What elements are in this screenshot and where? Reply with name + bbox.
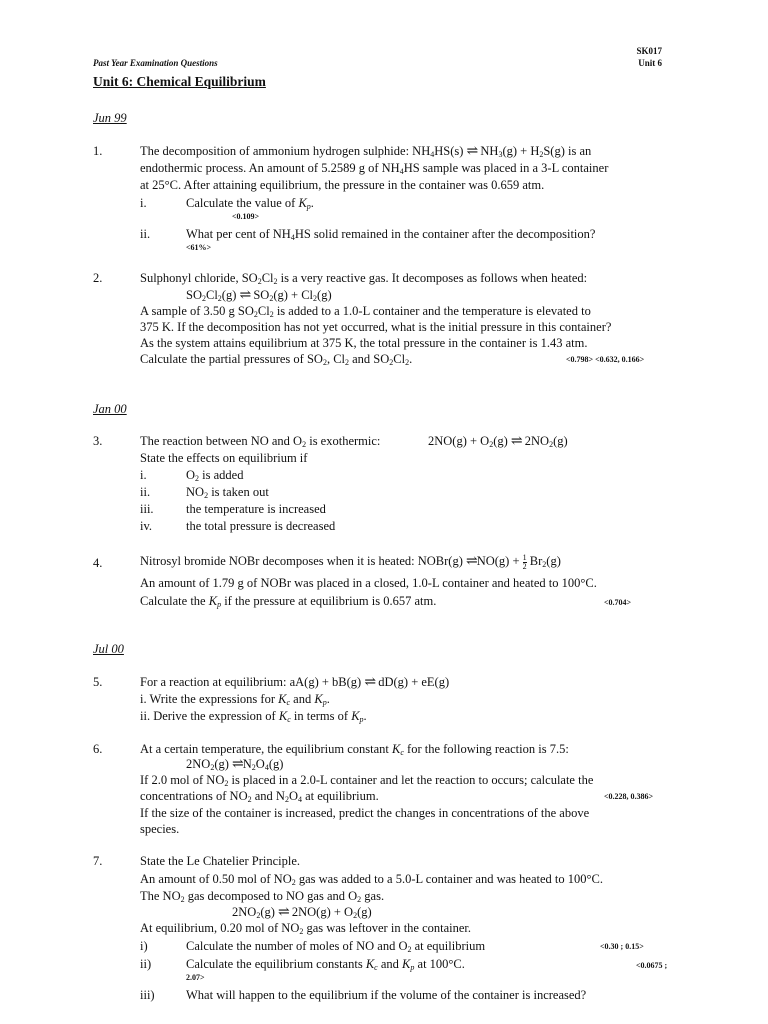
question-7-line-2: An amount of 0.50 mol of $NO_2$ gas was added to a 5.0-L container and was heated to 100°C. xyxy=(140,872,603,887)
sub-item-number: ii. xyxy=(140,485,151,499)
sub-item-number: ii. xyxy=(140,227,151,241)
question-number: 6. xyxy=(93,742,103,756)
question-2-line-4: 375 K. If the decomposition has not yet occurred, what is the initial pressure in this container? xyxy=(140,320,612,334)
question-5-sub-ii: ii. Derive the expression of $K_c$ in terms of $K_p$. xyxy=(140,709,367,724)
question-7-line-3: The $NO_2$ gas decomposed to NO gas and $O_2$ gas. xyxy=(140,889,385,904)
question-number: 7. xyxy=(93,854,103,868)
question-4-line-1: Nitrosyl bromide NOBr decomposes when it is heated: NOBr(g) ⇌NO(g) + $\frac{1}{2}$ $Br_2(g)$ xyxy=(140,552,561,571)
question-7-sub-iii: What will happen to the equilibrium if the volume of the container is increased? xyxy=(186,988,587,1002)
answer-hint: <0.228, 0.386> xyxy=(604,792,654,801)
question-4-line-2: An amount of 1.79 g of NOBr was placed in a closed, 1.0-L container and heated to 100°C. xyxy=(140,576,597,590)
question-3-item: $NO_2$ is taken out xyxy=(186,485,269,500)
question-3-equation: $2NO(g) + O_2(g)$ ⇌ $2NO_2(g)$ xyxy=(428,434,568,449)
question-3-line-1: The reaction between NO and $O_2$ is exothermic: xyxy=(140,434,381,449)
sub-item-number: i. xyxy=(140,196,147,210)
question-7-line-5: At equilibrium, 0.20 mol of $NO_2$ gas was leftover in the container. xyxy=(140,921,472,936)
question-7-sub-ii: Calculate the equilibrium constants $K_c$ and $K_p$ at 100°C. xyxy=(186,957,465,972)
answer-hint: <0.30 ; 0.15> xyxy=(600,942,644,951)
unit-short: Unit 6 xyxy=(638,58,662,68)
question-number: 4. xyxy=(93,556,103,570)
question-number: 1. xyxy=(93,144,103,158)
question-6-line-5: If the size of the container is increased, predict the changes in concentrations of the above xyxy=(140,806,590,820)
question-1-sub-i: Calculate the value of $K_p$. xyxy=(186,196,314,211)
question-number: 2. xyxy=(93,271,103,285)
question-1-sub-ii: What per cent of $NH_4HS$ solid remained in the container after the decomposition? xyxy=(186,227,596,242)
question-3-line-2: State the effects on equilibrium if xyxy=(140,451,308,465)
question-3-item: the temperature is increased xyxy=(186,502,326,516)
equilibrium-arrow-icon: ⇌ xyxy=(239,288,251,303)
question-2-equation: $SO_2Cl_2(g)$ ⇌ $SO_2(g) + Cl_2(g)$ xyxy=(186,288,332,303)
section-jul-00: Jul 00 xyxy=(93,642,124,656)
question-1-line-2: endothermic process. An amount of 5.2589 g of $NH_4HS$ sample was placed in a 3-L container xyxy=(140,161,609,176)
equilibrium-arrow-icon: ⇌ xyxy=(278,905,289,920)
question-6-line-1: At a certain temperature, the equilibrium constant $K_c$ for the following reaction is 7.5: xyxy=(140,742,569,757)
section-jan-00: Jan 00 xyxy=(93,402,127,416)
question-1-line-1: The decomposition of ammonium hydrogen sulphide: $NH_4HS(s)$ ⇌ $NH_3(g) + H_2S(g)$ is an xyxy=(140,144,592,159)
question-5-sub-i: i. Write the expressions for $K_c$ and $K_p$. xyxy=(140,692,330,707)
sub-item-number: iv. xyxy=(140,519,153,533)
question-6-equation: $2NO_2(g)$ $\rightleftharpoons N_2O_4(g)$ xyxy=(186,757,284,772)
equilibrium-arrow-icon: ⇌ xyxy=(510,434,522,449)
question-6-line-3: If 2.0 mol of $NO_2$ is placed in a 2.0-L container and let the reaction to occurs; calculate the xyxy=(140,773,594,788)
question-number: 3. xyxy=(93,434,103,448)
question-2-line-5: As the system attains equilibrium at 375 K, the total pressure in the container is 1.43 atm. xyxy=(140,336,588,350)
question-2-line-3: A sample of 3.50 g $SO_2Cl_2$ is added to a 1.0-L container and the temperature is elevated to xyxy=(140,304,591,319)
question-5-line-1: For a reaction at equilibrium: aA(g) + bB(g) ⇌ dD(g) + eE(g) xyxy=(140,675,450,690)
course-code: SK017 xyxy=(636,46,662,56)
question-7-equation: $2NO_2(g)$ ⇌ $2NO(g) + O_2(g)$ xyxy=(232,905,372,920)
sub-item-number: iii. xyxy=(140,502,154,516)
answer-hint: <61%> xyxy=(186,243,212,252)
sub-item-number: i) xyxy=(140,939,148,953)
question-7-line-1: State the Le Chatelier Principle. xyxy=(140,854,301,868)
section-jun-99: Jun 99 xyxy=(93,111,127,125)
answer-hint: <0.0675 ; xyxy=(636,961,668,970)
equilibrium-arrow-icon: ⇌ xyxy=(364,675,376,690)
doc-type: Past Year Examination Questions xyxy=(93,58,218,68)
answer-hint: <0.109> xyxy=(232,212,260,221)
equilibrium-arrow-icon: ⇌ xyxy=(465,554,477,569)
question-6-line-6: species. xyxy=(140,822,180,836)
sub-item-number: i. xyxy=(140,468,147,482)
question-1-line-3: at 25°C. After attaining equilibrium, the pressure in the container was 0.659 atm. xyxy=(140,178,545,192)
sub-item-number: iii) xyxy=(140,988,155,1002)
question-3-item: the total pressure is decreased xyxy=(186,519,336,533)
question-6-line-4: concentrations of $NO_2$ and $N_2O_4$ at equilibrium. xyxy=(140,789,379,804)
question-2-line-6: Calculate the partial pressures of $SO_2$, $Cl_2$ and $SO_2Cl_2$. xyxy=(140,352,413,367)
question-4-line-3: Calculate the $K_p$ if the pressure at equilibrium is 0.657 atm. xyxy=(140,594,437,609)
sub-item-number: ii) xyxy=(140,957,152,971)
question-number: 5. xyxy=(93,675,103,689)
equilibrium-arrow-icon: ⇌ xyxy=(466,144,478,159)
answer-hint: 2.07> xyxy=(186,973,205,982)
question-3-item: $O_2$ is added xyxy=(186,468,244,483)
question-7-sub-i: Calculate the number of moles of NO and $O_2$ at equilibrium xyxy=(186,939,486,954)
question-2-line-1: Sulphonyl chloride, $SO_2Cl_2$ is a very reactive gas. It decomposes as follows when heated: xyxy=(140,271,588,286)
page-title: Unit 6: Chemical Equilibrium xyxy=(93,74,266,89)
answer-hint: <0.704> xyxy=(604,598,632,607)
fraction-one-half: $\frac{1}{2}$ xyxy=(522,552,527,571)
equilibrium-arrow-icon: ⇌ xyxy=(232,757,243,772)
answer-hint: <0.798> <0.632, 0.166> xyxy=(566,355,645,364)
